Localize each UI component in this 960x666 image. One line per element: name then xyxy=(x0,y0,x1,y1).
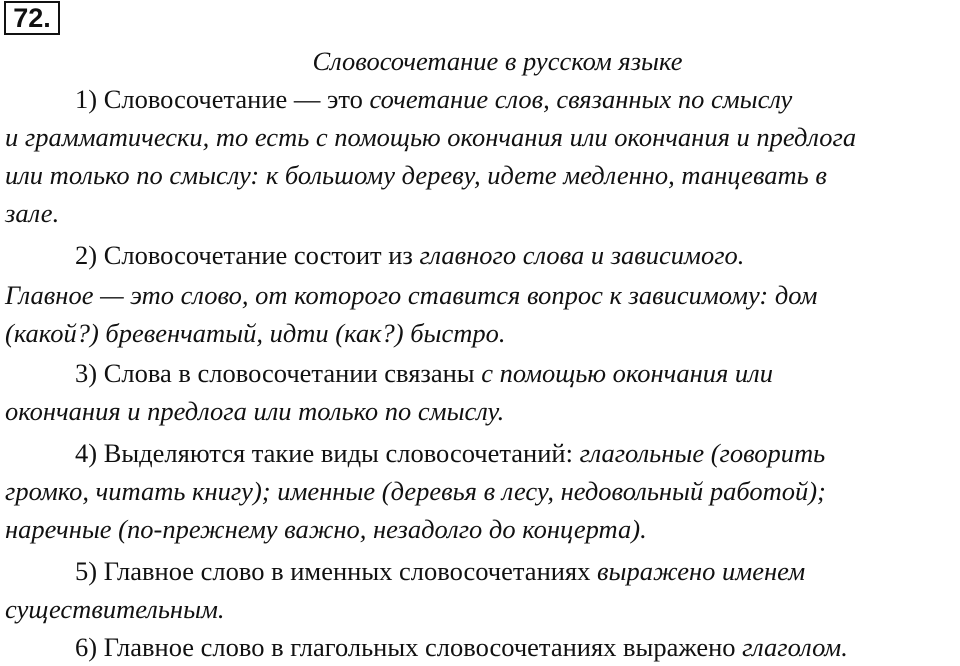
line-italic-text: окончания и предлога или только по смыслу. xyxy=(5,396,505,426)
line-italic-text: Главное — это слово, от которого ставится вопрос к зависимому: дом xyxy=(5,280,818,310)
line-normal-text: 4) Выделяются такие виды словосочетаний: xyxy=(75,438,580,468)
line-normal-text: 3) Слова в словосочетании связаны xyxy=(75,358,482,388)
text-line-15 xyxy=(75,628,848,666)
line-normal-text: 1) Словосочетание — это xyxy=(75,84,370,114)
text-line-3 xyxy=(5,156,827,194)
line-italic-text: громко, читать книгу); именные (деревья в лесу, недовольный работой); xyxy=(5,476,826,506)
task-number-box: 72. xyxy=(4,1,60,35)
text-line-6 xyxy=(5,276,817,314)
line-italic-text: глагольные (говорить xyxy=(579,438,826,468)
text-line-11 xyxy=(5,472,826,510)
text-line-10 xyxy=(75,434,825,472)
text-line-8 xyxy=(75,354,773,392)
line-italic-text: сочетание слов, связанных по смыслу xyxy=(369,84,793,114)
text-line-14 xyxy=(5,590,225,628)
text-line-5 xyxy=(75,236,744,274)
line-italic-text: зале. xyxy=(5,198,60,228)
text-line-7 xyxy=(5,314,506,352)
line-normal-text: 6) Главное слово в глагольных словосочетаниях выражено xyxy=(75,632,743,662)
line-italic-text: (какой?) бревенчатый, идти (как?) быстро. xyxy=(5,318,506,348)
text-line-12 xyxy=(5,510,647,548)
line-italic-text: наречные (по-прежнему важно, незадолго до концерта). xyxy=(5,514,647,544)
line-italic-text: и грамматически, то есть с помощью окончания или окончания и предлога xyxy=(5,122,857,152)
line-italic-text: или только по смыслу: к большому дереву, идете медленно, танцевать в xyxy=(5,160,827,190)
text-line-13 xyxy=(75,552,805,590)
page-title: Словосочетание в русском языке xyxy=(312,46,683,76)
line-italic-text: с помощью окончания или xyxy=(481,358,773,388)
text-line-9 xyxy=(5,392,504,430)
text-line-1 xyxy=(75,80,792,118)
line-normal-text: 2) Словосочетание состоит из xyxy=(75,240,420,270)
line-italic-text: главного слова и зависимого. xyxy=(419,240,745,270)
line-italic-text: выражено именем xyxy=(597,556,806,586)
text-line-2 xyxy=(5,118,856,156)
line-italic-text: глаголом. xyxy=(742,632,848,662)
line-normal-text: 5) Главное слово в именных словосочетаниях xyxy=(75,556,597,586)
line-italic-text: существительным. xyxy=(5,594,225,624)
text-line-4 xyxy=(5,194,59,232)
